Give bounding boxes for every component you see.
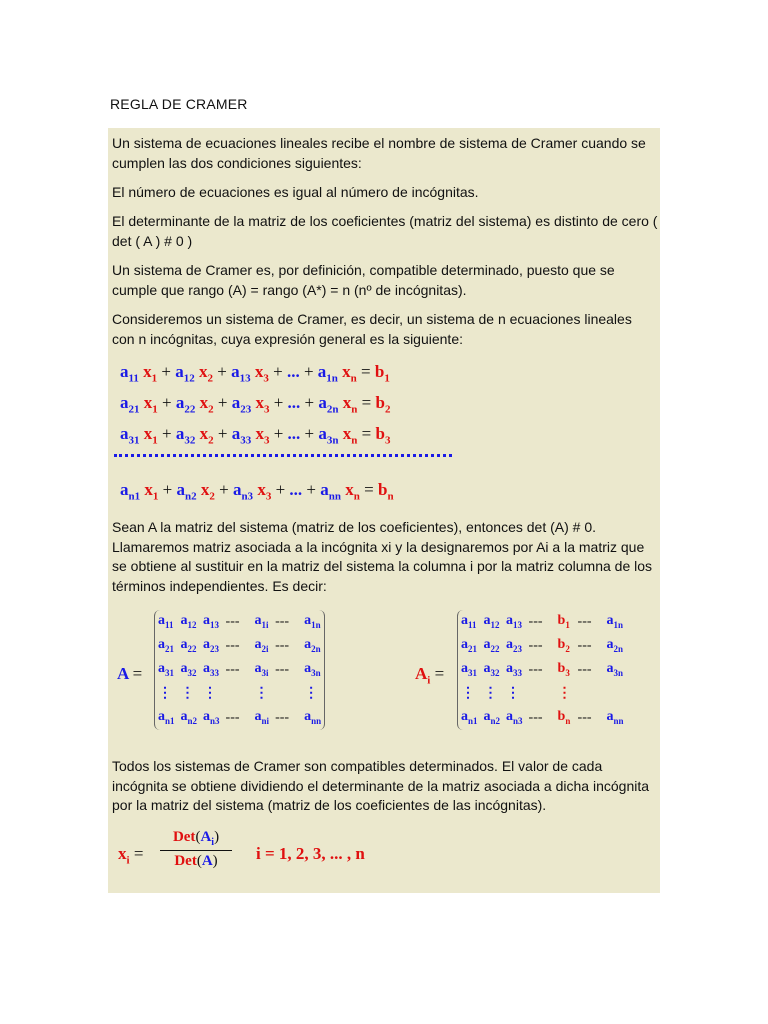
matrix-ai: $a_{11}$ $a_{12}$ $a_{13}$ --- $b_1$ --- $a_{1n}$ $a_{21}$ $a_{22}$ $a_{23}$ --- $b_2$ --- $a_{2n}$ $a_{31}$ $a_{32}$ $a_{33}$ --- $b_3$ --- $a_{3n}$ ⋮ ⋮ ⋮ ⋮ $a_{n1}$ $a_{n2}$ $a_{n3}$ --- $b_n$ --- $a_{nn}$ xyxy=(457,610,658,730)
document-title: REGLA DE CRAMER xyxy=(110,96,248,112)
paragraph-condition-1: El número de ecuaciones es igual al número de incógnitas. xyxy=(112,184,479,200)
paragraph-compatible: Un sistema de Cramer es, por definición, compatible determinado, puesto que se cumple que rango (A) = rango (A*) = n (nº de incógnitas). xyxy=(112,262,615,298)
equation-row-1: $a_{11}$ $x_1 + a_{12}$ $x_2 + a_{13}$ $x_3$ + ... + $a_{1n}$ $x_n = b_1$ xyxy=(120,362,390,385)
formula-index-range: i = 1, 2, 3, ... , n xyxy=(256,844,365,863)
equation-dots-separator xyxy=(114,454,452,457)
equation-row-3: $a_{31}$ $x_1 + a_{32}$ $x_2 + a_{33}$ $x_3$ + ... + $a_{3n}$ $x_n = b_3$ xyxy=(120,424,391,447)
matrix-ai-label: $A_i$ = xyxy=(415,664,445,687)
formula-fraction: $Det(A_i)$ Det(A) xyxy=(160,829,232,870)
matrix-a-label: A = xyxy=(117,664,143,683)
equation-row-2: $a_{21}$ $x_1 + a_{22}$ $x_2 + a_{23}$ $x_3$ + ... + $a_{2n}$ $x_n = b_2$ xyxy=(120,393,391,416)
paragraph-condition-2: El determinante de la matriz de los coeficientes (matriz del sistema) es distinto de cero ( det ( A ) # 0 ) xyxy=(112,213,658,249)
formula-xi: $x_i$ = xyxy=(118,844,144,867)
paragraph-general-system: Consideremos un sistema de Cramer, es decir, un sistema de n ecuaciones lineales con n incógnitas, cuya expresión general es la siguiente: xyxy=(112,311,632,347)
matrix-a: $a_{11}$ $a_{12}$ $a_{13}$ --- $a_{1i}$ --- $a_{1n}$ $a_{21}$ $a_{22}$ $a_{23}$ --- $a_{2i}$ --- $a_{2n}$ $a_{31}$ $a_{32}$ $a_{33}$ --- $a_{3i}$ --- $a_{3n}$ ⋮ ⋮ ⋮ ⋮ ⋮ $a_{n1}$ $a_{n2}$ $a_{n3}$ --- $a_{ni}$ --- $a_{nn}$ xyxy=(154,610,325,730)
paragraph-cramer-rule: Todos los sistemas de Cramer son compatibles determinados. El valor de cada incógnita se obtiene dividiendo el determinante de la matriz asociada a dicha incógnita por la matriz del sistema (matriz de los coeficientes de las incógnitas). xyxy=(112,758,650,813)
equation-row-n: $a_{n1}$ $x_1 + a_{n2}$ $x_2 + a_{n3}$ $x_3$ + ... + $a_{nn}$ $x_n = b_n$ xyxy=(120,480,394,503)
paragraph-associated-matrix: Sean A la matriz del sistema (matriz de los coeficientes), entonces det (A) # 0. Llamaremos matriz asociada a la incógnita xi y la designaremos por Ai a la matriz que se obtiene al sustituir en la matriz del sistema la columna i por la matriz columna de los términos independientes. Es decir: xyxy=(112,519,653,594)
paragraph-definition: Un sistema de ecuaciones lineales recibe el nombre de sistema de Cramer cuando se cumplen las dos condiciones siguientes: xyxy=(112,135,646,171)
